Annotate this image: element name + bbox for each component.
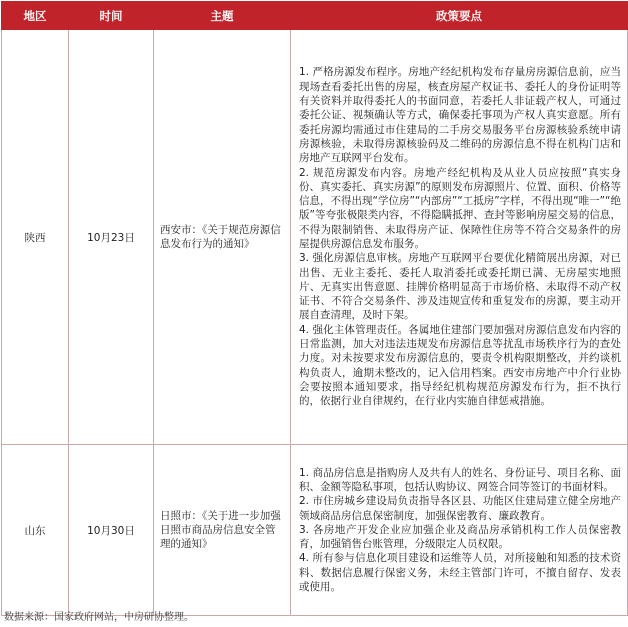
- header-date: 时间: [69, 2, 154, 30]
- policy-point: 3. 强化房源信息审核。房地产互联网平台要优化精简展出房源，对已出售、无业主委托、委托人取消委托或委托期已满、无房屋实地照片、无真实出售意愿、挂牌价格明显高于市场价格、未取得不动产权证书、不符合交易条件、涉及违规宣传和重复发布的房源，要主动开展自查清理，及时下架。: [299, 252, 621, 322]
- region-cell: 山东: [2, 445, 69, 616]
- header-topic: 主题: [154, 2, 291, 30]
- policy-point: 4. 强化主体管理责任。各属地住建部门要加强对房源信息发布内容的日常监测，加大对违法违规发布房源信息等扰乱市场秩序行为的查处力度。对未按要求发布房源信息的，要责令机构限期整改，并约谈机构负责人，逾期未整改的，记入信用档案。西安市房地产中介行业协会要按照本通知要求，指导经纪机构规范房源发布行为，拒不执行的，依据行业自律规约，在行业内实施自律惩戒措施。: [299, 323, 621, 408]
- policy-point: 1. 商品房信息是指购房人及共有人的姓名、身份证号、项目名称、面积、金额等隐私事项，包括认购协议、网签合同等签订的书面材料。: [299, 466, 621, 493]
- policy-point: 1. 严格房源发布程序。房地产经纪机构发布存量房房源信息前，应当现场查看委托出售的房屋，核查房屋产权证书、委托人的身份证明等有关资料并取得委托人的书面同意，若委托人非证载产权人，可通过委托公证、视频确认等方式，确保委托事项为产权人真实意愿。所有委托房源均需通过市住建局的二手房交易服务平台房源核验系统申请房源核验，未取得房源核验码及二维码的房源信息不得在机构门店和房地产互联网平台发布。: [299, 66, 621, 165]
- topic-cell: 日照市：《关于进一步加强日照市商品房信息安全管理的通知》: [154, 445, 291, 616]
- table-row: [2, 445, 628, 616]
- policy-point: 2. 市住房城乡建设局负责指导各区县、功能区住建局建立健全房地产领域商品房信息保密制度，加强保密教育、廉政教育。: [299, 495, 621, 522]
- policy-points-cell: [291, 30, 628, 445]
- table-row: [2, 30, 628, 445]
- policy-point: 4. 所有参与信息化项目建设和运维等人员，对所接触和知悉的技术资料、数据信息履行保密义务，未经主管部门许可，不擅自留存、发表或使用。: [299, 552, 621, 594]
- data-source-note: 数据来源：国家政府网站，中房研协整理。: [4, 612, 194, 623]
- region-cell: 陕西: [2, 30, 69, 445]
- header-points: 政策要点: [291, 2, 628, 30]
- policy-point: 3. 各房地产开发企业应加强企业及商品房承销机构工作人员保密教育，加强销售台账管理，分级限定人员权限。: [299, 523, 621, 551]
- date-cell: 10月23日: [69, 30, 154, 445]
- policy-points-cell: [291, 445, 628, 616]
- policy-table: [1, 1, 628, 616]
- topic-cell: 西安市：《关于规范房源信息发布行为的通知》: [154, 30, 291, 445]
- header-region: 地区: [2, 2, 69, 30]
- policy-point: 2. 规范房源发布内容。房地产经纪机构及从业人员应按照“真实身份、真实委托、真实房源”的原则发布房源照片、位置、面积、价格等信息，不得出现“学位房”“内部房”“工抵房”字样，不得出现“唯一”“绝版”等夸张极限类内容，不得隐瞒抵押、查封等影响房屋交易的信息，不得为限制销售、未取得房产证、保障性住房等不符合交易条件的房屋提供房源信息发布服务。: [299, 166, 621, 250]
- date-cell: 10月30日: [69, 445, 154, 616]
- table-header-row: [2, 2, 628, 30]
